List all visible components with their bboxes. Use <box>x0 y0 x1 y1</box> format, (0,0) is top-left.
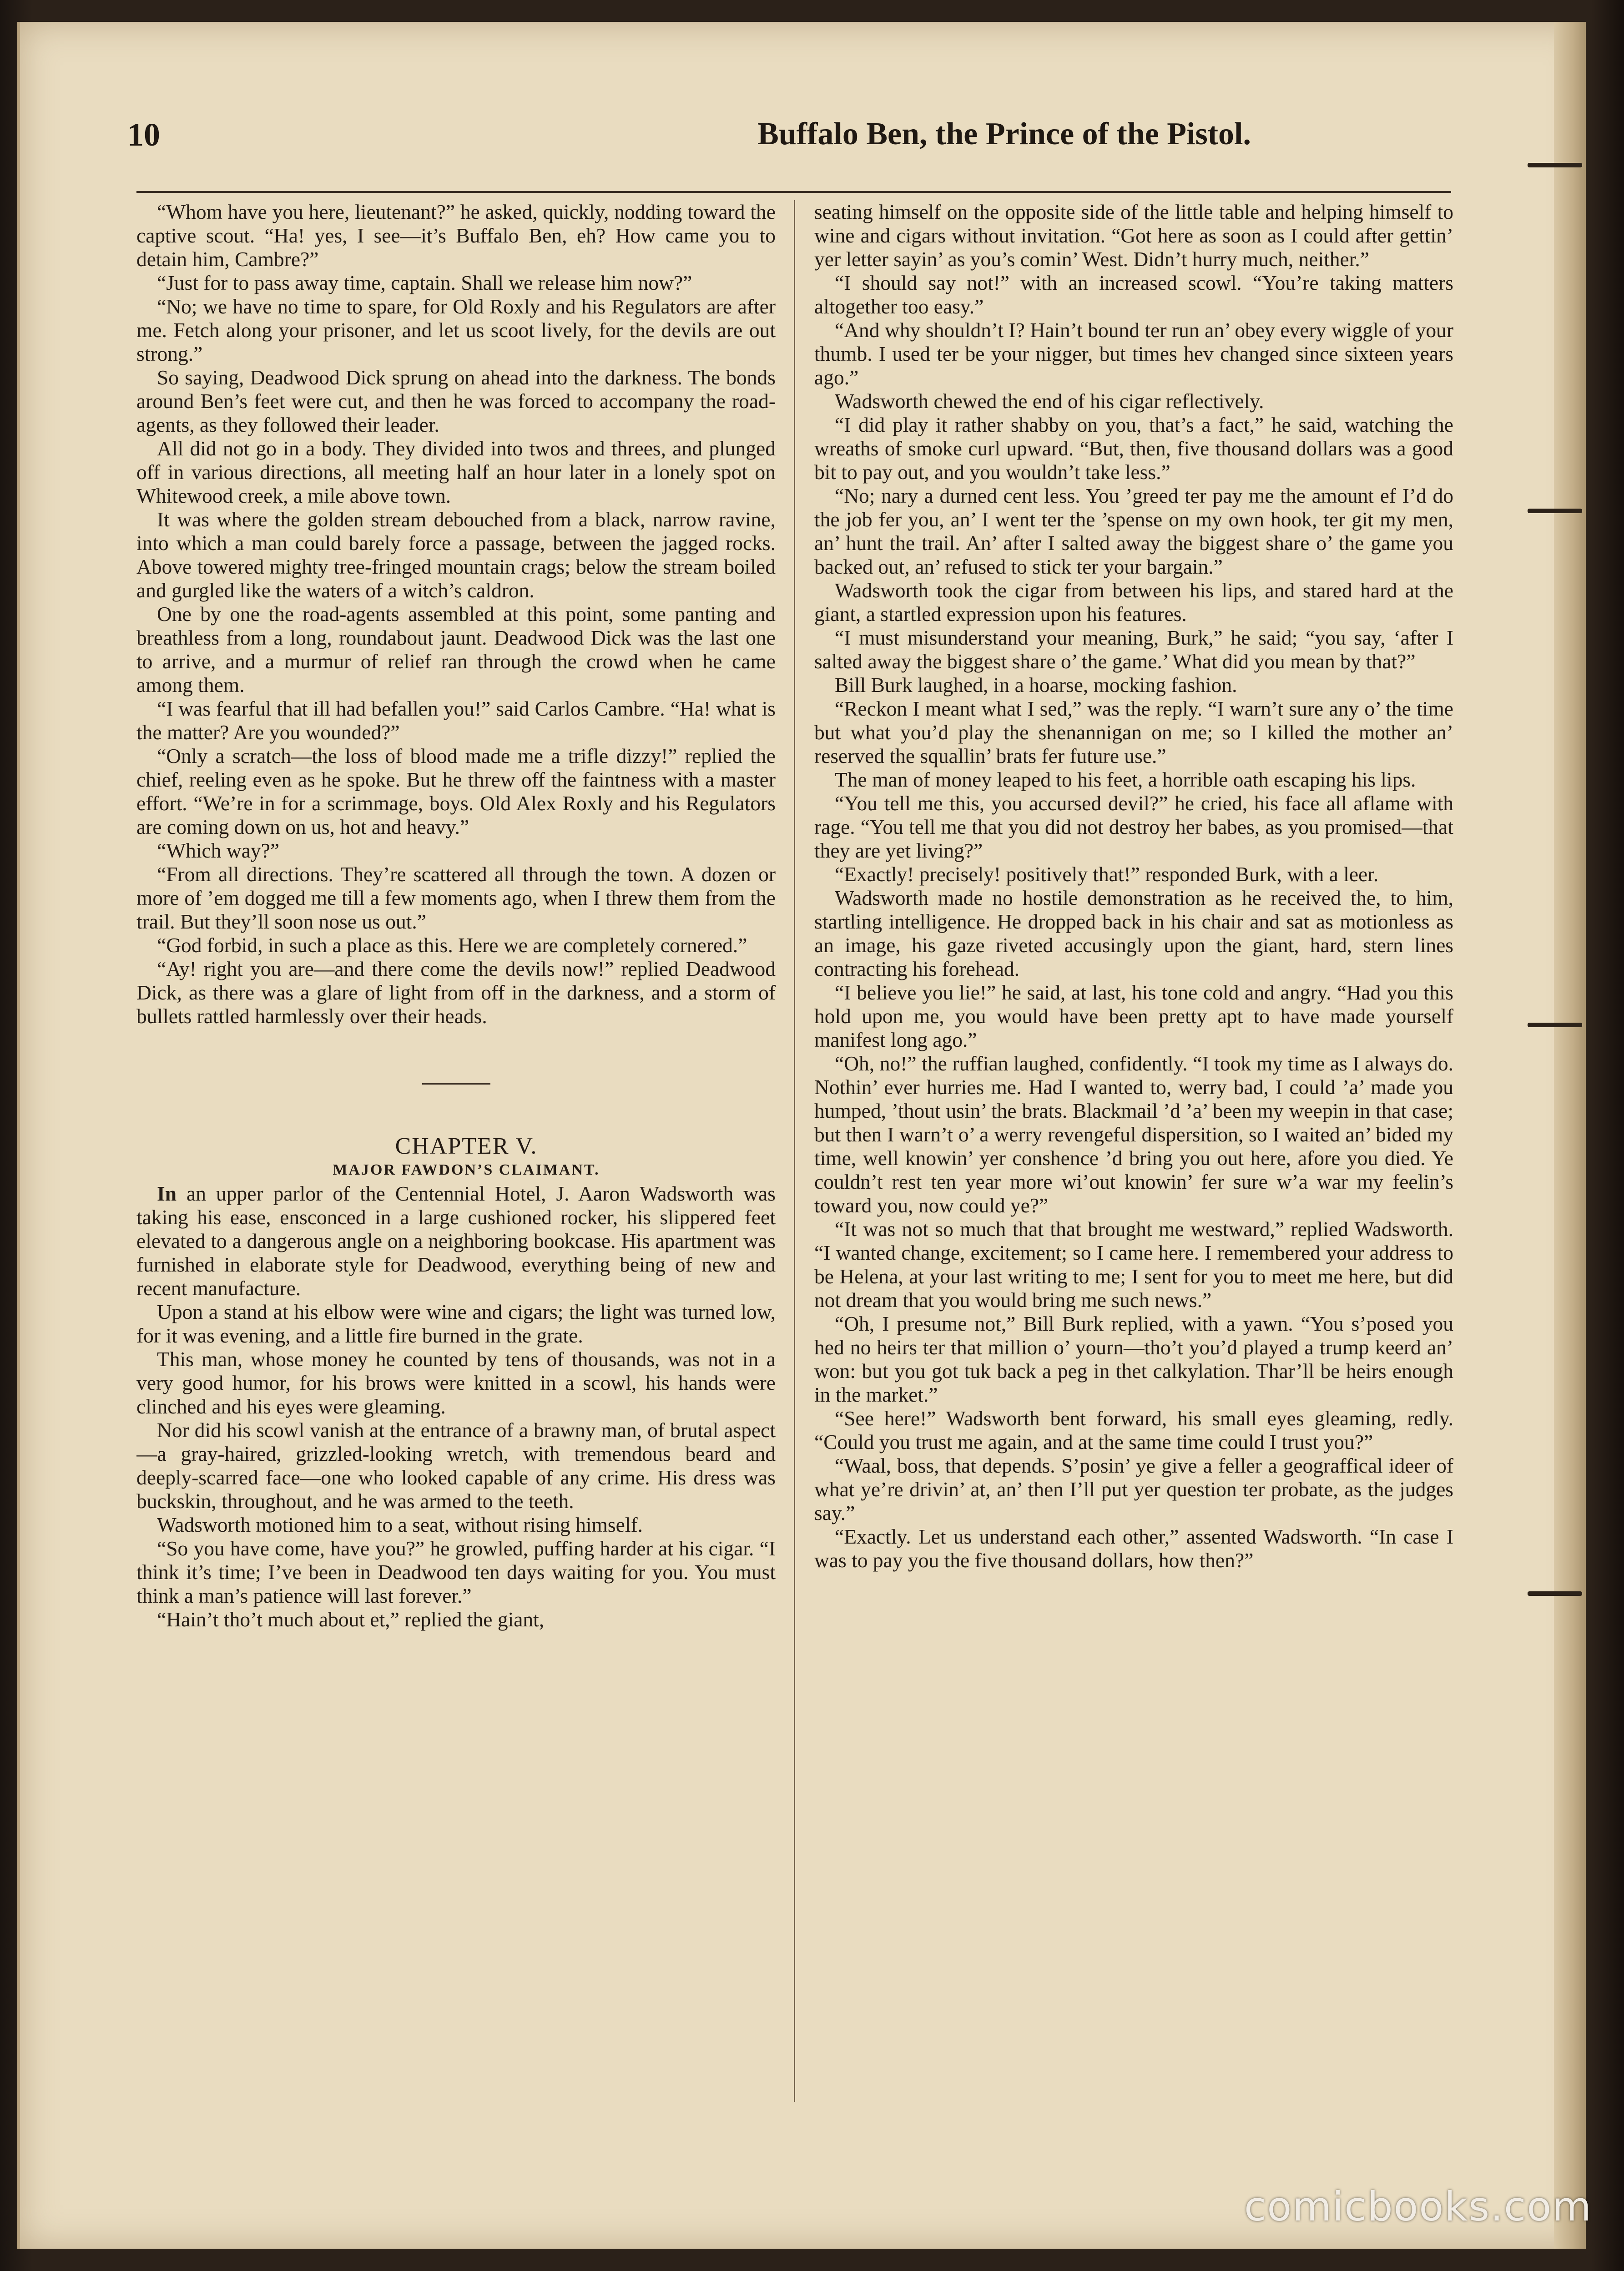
paragraph: “Which way?” <box>157 839 280 862</box>
paragraph: Wadsworth took the cigar from between his lips, and stared hard at the giant, a startled expression upon his features. <box>814 579 1453 626</box>
paragraph: Wadsworth motioned him to a seat, without rising himself. <box>157 1513 643 1536</box>
paragraph: This man, whose money he counted by tens of thousands, was not in a very good humor, for his brows were knitted in a scowl, his hands were clinched and his eyes were gleaming. <box>136 1347 776 1418</box>
paragraph: “Reckon I meant what I sed,” was the reply. “I warn’t sure any o’ the time but what you’d play the shenannigan on me; so I killed the mother an’ reserved the squallin’ brats fer future use.” <box>814 697 1453 767</box>
page-number: 10 <box>127 116 160 153</box>
paragraph: One by one the road-agents assembled at this point, some panting and breathless from a long, roundabout jaunt. Deadwood Dick was the last one to arrive, and a murmur of relief ran through the crowd when he came among them. <box>136 602 776 696</box>
paragraph: So saying, Deadwood Dick sprung on ahead into the darkness. The bonds around Ben’s feet were cut, and then he was forced to accompany the road-agents, as they followed their leader. <box>136 366 776 436</box>
paragraph: “You tell me this, you accursed devil?” he cried, his face all aflame with rage. “You tell me that you did not destroy her babes, as you promised—that they are yet living?” <box>814 792 1453 862</box>
page-spine <box>1554 22 1586 2249</box>
staple-middle <box>1528 1023 1582 1027</box>
chapter-subtitle: MAJOR FAWDON’S CLAIMANT. <box>333 1161 600 1178</box>
staple-top <box>1528 163 1582 167</box>
paragraph: “No; nary a durned cent less. You ’greed ter pay me the amount ef I’d do the job fer you, an’ I went ter the ’spense on my own hook, ter git my men, an’ hunt the trail. An’ after I salted away the biggest share o’ the game you backed out, an’ refused to stick ter your bargain.” <box>814 484 1453 578</box>
paragraph: “Exactly! precisely! positively that!” responded Burk, with a leer. <box>835 863 1379 886</box>
staple-upper <box>1528 509 1582 513</box>
paragraph: “Ay! right you are—and there come the devils now!” replied Deadwood Dick, as there was a glare of light from off in the darkness, and a storm of bullets rattled harmlessly over their heads. <box>136 957 776 1028</box>
paragraph: “Exactly. Let us understand each other,” assented Wadsworth. “In case I was to pay you the five thousand dollars, how then?” <box>814 1525 1453 1572</box>
paragraph: All did not go in a body. They divided into twos and threes, and plunged off in various directions, all meeting half an hour later in a lonely spot on Whitewood creek, a mile above town. <box>136 437 776 507</box>
paragraph: “No; we have no time to spare, for Old Roxly and his Regulators are after me. Fetch along your prisoner, and let us scoot lively, for the devils are out strong.” <box>136 295 776 365</box>
chapter-opening-paragraph <box>136 1182 776 1300</box>
paragraph: “And why shouldn’t I? Hain’t bound ter run an’ obey every wiggle of your thumb. I used ter be your nigger, but times hev changed since sixteen years ago.” <box>814 318 1453 389</box>
chapter-first-word: In <box>157 1182 177 1205</box>
paragraph: “See here!” Wadsworth bent forward, his small eyes gleaming, redly. “Could you trust me again, and at the same time could I trust you?” <box>814 1407 1453 1453</box>
paragraph: Nor did his scowl vanish at the entrance of a brawny man, of brutal aspect—a gray-haired, grizzled-looking wretch, with tremendous beard and deeply-scarred face—one who looked capable of any crime. His dress was buckskin, throughout, and he was armed to the teeth. <box>136 1418 776 1513</box>
paragraph: “God forbid, in such a place as this. Here we are completely cornered.” <box>157 934 747 957</box>
paragraph: “Oh, I presume not,” Bill Burk replied, with a yawn. “You s’posed you hed no heirs ter that million o’ yourn—tho’t you’d played a trump keerd an’ won: but you got tuk back a peg in thet calkylation. Thar’ll be heirs enough in the market.” <box>814 1312 1453 1406</box>
paragraph: “It was not so much that that brought me westward,” replied Wadsworth. “I wanted change, excitement; so I came here. I remembered your address to be Helena, at your last writing to me; I sent for you to meet me here, but did not dream that you would bring me such news.” <box>814 1217 1453 1312</box>
paragraph: “So you have come, have you?” he growled, puffing harder at his cigar. “I think it’s time; I’ve been in Deadwood ten days waiting for you. You must think a man’s patience will last forever.” <box>136 1537 776 1607</box>
paragraph: “From all directions. They’re scattered all through the town. A dozen or more of ’em dogged me till a few moments ago, when I threw them from the trail. But they’ll soon nose us out.” <box>136 863 776 933</box>
watermark: comicbooks.com <box>1244 2183 1592 2230</box>
paragraph: “I believe you lie!” he said, at last, his tone cold and angry. “Had you this hold upon me, you would have been pretty apt to have made yourself manifest long ago.” <box>814 981 1453 1051</box>
left-column <box>136 200 776 2102</box>
paragraph: Upon a stand at his elbow were wine and cigars; the light was turned low, for it was evening, and a little fire burned in the grate. <box>136 1300 776 1347</box>
right-column <box>814 200 1453 2102</box>
header-rule <box>136 191 1451 193</box>
running-title: Buffalo Ben, the Prince of the Pistol. <box>757 116 1251 151</box>
paragraph: “Waal, boss, that depends. S’posin’ ye give a feller a geograffical ideer of what ye’re drivin’ at, an’ then I’ll put yer question ter probate, as the judges say.” <box>814 1454 1453 1524</box>
paragraph: “Only a scratch—the loss of blood made me a trifle dizzy!” replied the chief, reeling even as he spoke. But he threw off the faintness with a master effort. “We’re in for a scrimmage, boys. Old Alex Roxly and his Regulators are coming down on us, hot and heavy.” <box>136 744 776 838</box>
chapter-divider <box>422 1083 490 1085</box>
paragraph: “I should say not!” with an increased scowl. “You’re taking matters altogether too easy.” <box>814 271 1453 318</box>
chapter-opening-text: an upper parlor of the Centennial Hotel, J. Aaron Wadsworth was taking his ease, ensconced in a large cushioned rocker, his slippered feet elevated to a dangerous angle on a neighboring bookcase. His apartment was furnished in elaborate style for Deadwood, everything being of new and recent manufacture. <box>136 1182 776 1300</box>
paragraph: “Just for to pass away time, captain. Shall we release him now?” <box>157 271 692 294</box>
chapter-title: CHAPTER V. <box>395 1133 538 1159</box>
page-header <box>127 116 1251 157</box>
paragraph: “I must misunderstand your meaning, Burk,” he said; “you say, ‘after I salted away the biggest share o’ the game.’ What did you mean by that?” <box>814 626 1453 673</box>
paragraph: “I was fearful that ill had befallen you!” said Carlos Cambre. “Ha! what is the matter? Are you wounded?” <box>136 697 776 744</box>
paragraph: “Whom have you here, lieutenant?” he asked, quickly, nodding toward the captive scout. “Ha! yes, I see—it’s Buffalo Ben, eh? How came you to detain him, Cambre?” <box>136 200 776 271</box>
staple-lower <box>1528 1591 1582 1596</box>
paragraph: “Oh, no!” the ruffian laughed, confidently. “I took my time as I always do. Nothin’ ever hurries me. Had I wanted to, werry bad, I could ’a’ made you humped, ’thout usin’ the brats. Blackmail ’d ’a’ been my weepin in that case; but then I warn’t o’ a werry revengeful dispersition, so I waited an’ bided my time, well knowin’ yer conshence ’d bring you out here, afore you died. Ye couldn’t rest ten year more wi’out knowin’ fer sure w’a war my feelin’s toward you, now could ye?” <box>814 1052 1453 1217</box>
paragraph: “Hain’t tho’t much about et,” replied the giant, <box>157 1608 545 1631</box>
paragraph: “I did play it rather shabby on you, that’s a fact,” he said, watching the wreaths of smoke curl upward. “But, then, five thousand dollars was a good bit to pay out, and you wouldn’t take less.” <box>814 413 1453 484</box>
paragraph: The man of money leaped to his feet, a horrible oath escaping his lips. <box>835 768 1416 791</box>
paragraph-continued: seating himself on the opposite side of the little table and helping himself to wine and cigars without invitation. “Got here as soon as I could after gettin’ yer letter sayin’ as you’s comin’ West. Didn’t hurry much, neither.” <box>814 200 1453 271</box>
paragraph: Wadsworth made no hostile demonstration as he received the, to him, startling intelligence. He dropped back in his chair and sat as motionless as an image, his gaze riveted accusingly upon the giant, hard, stern lines contracting his forehead. <box>814 886 1453 980</box>
column-divider <box>794 200 795 2102</box>
paragraph: Wadsworth chewed the end of his cigar reflectively. <box>835 389 1264 413</box>
paragraph: It was where the golden stream debouched from a black, narrow ravine, into which a man could barely force a passage, between the jagged rocks. Above towered mighty tree-fringed mountain crags; below the stream boiled and gurgled like the waters of a witch’s caldron. <box>136 508 776 602</box>
paragraph: Bill Burk laughed, in a hoarse, mocking fashion. <box>835 673 1237 696</box>
